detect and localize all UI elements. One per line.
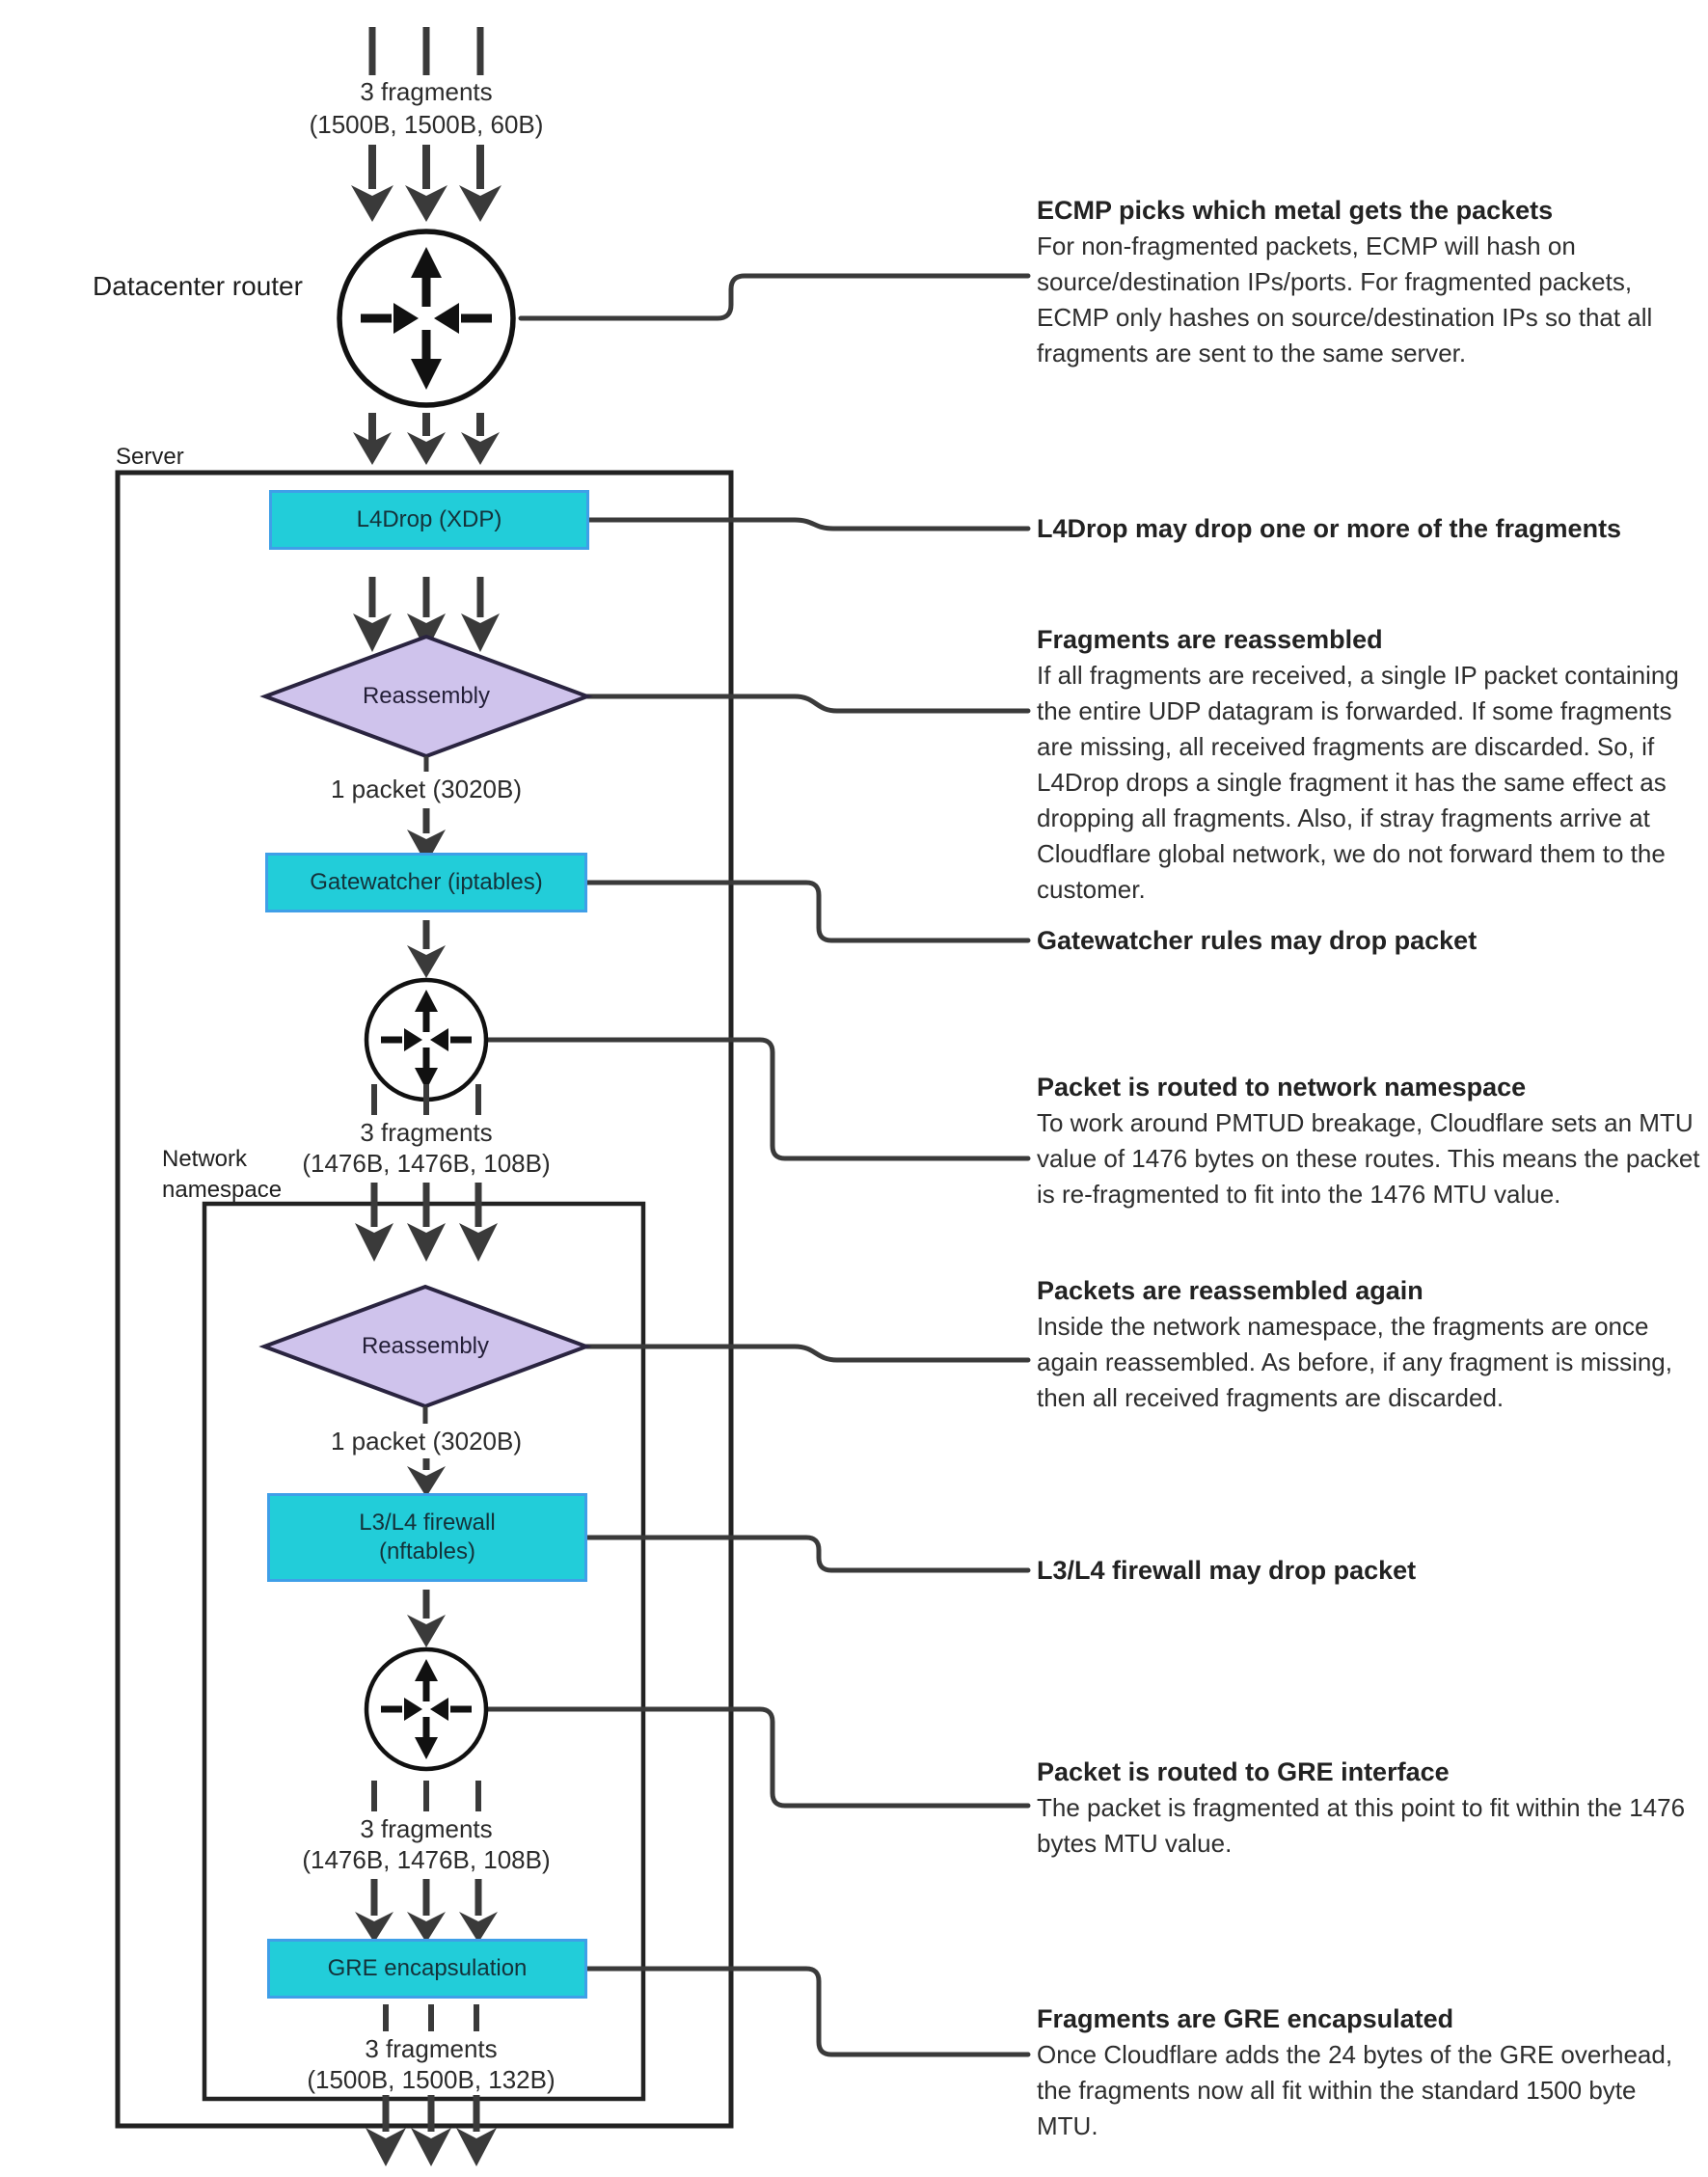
annotation-ecmp [1037,192,1704,371]
datacenter-router-icon [339,231,513,405]
annotation-gre-route-title: Packet is routed to GRE interface [1037,1757,1450,1786]
annotation-l4drop-title: L4Drop may drop one or more of the fragments [1037,514,1622,543]
annotation-reassembled-again [1037,1272,1704,1416]
top-fragments-sizes: (1500B, 1500B, 60B) [309,110,544,139]
annotation-l3l4-title: L3/L4 firewall may drop packet [1037,1556,1417,1585]
connector-reassembly2 [586,1347,1028,1360]
datacenter-router-label: Datacenter router [93,271,303,301]
flow-arrows-into-namespace [355,1183,498,1262]
reassembly2-label: Reassembly [361,1333,490,1359]
gre-route-router-icon [366,1649,486,1769]
packet2-label: 1 packet (3020B) [330,1427,522,1456]
annotation-reassembled-body: If all fragments are received, a single IP packet containing the entire UDP datagram is forwarded. If some fragments are missing, all received fragments are discarded. So, if L4Drop drops a single fragment it has the same effect as dropping all fragments. Also, if stray fragments arrive at Cloudflare global network, we do not forward them to the customer. [1037,661,1679,904]
packet1-label: 1 packet (3020B) [330,775,522,803]
connector-gatewatcher [587,883,1028,940]
connector-l4drop [589,520,1028,529]
annotation-netns [1037,1069,1704,1212]
annotation-reassembled-title: Fragments are reassembled [1037,625,1383,654]
gatewatcher-box-label: Gatewatcher (iptables) [310,869,543,895]
flow-arrow-gatewatcher-to-router [407,920,446,978]
annotation-ecmp-title: ECMP picks which metal gets the packets [1037,196,1554,225]
annotation-gre-route-body: The packet is fragmented at this point to fit within the 1476 bytes MTU value. [1037,1793,1686,1858]
gre-fragments-sizes: (1476B, 1476B, 108B) [302,1845,551,1874]
gatewatcher-box [265,853,587,912]
annotation-gre-encap-title: Fragments are GRE encapsulated [1037,2004,1454,2033]
flow-arrows-to-router [351,145,502,222]
connector-reassembly1 [587,696,1028,711]
connector-ecmp [521,276,1028,318]
flow-arrows-out [366,2095,497,2166]
network-namespace-label: Network namespace [162,1146,283,1203]
gre-encapsulation-box [267,1939,587,1999]
annotation-gre-route [1037,1754,1704,1862]
annotation-gre-encap [1037,2000,1704,2144]
netns-route-router-icon [366,980,486,1100]
connector-gre-encap [587,1969,1028,2055]
mid-fragments-count: 3 fragments [360,1118,493,1147]
server-label: Server [116,444,184,470]
connector-route-gre [488,1709,1028,1806]
bottom-fragments-sizes: (1500B, 1500B, 132B) [307,2065,556,2094]
mid-fragments-sizes: (1476B, 1476B, 108B) [302,1149,551,1178]
flow-arrows-into-gre [355,1879,498,1943]
l3l4-firewall-label-line1: L3/L4 firewall [359,1510,496,1536]
flow-arrow-packet-to-l3l4 [407,1458,446,1497]
annotation-l4drop [1037,510,1704,547]
fragment-dashes-bottom [386,2004,476,2031]
fragment-dashes-gre [374,1781,478,1811]
gre-encapsulation-label: GRE encapsulation [327,1955,528,1981]
top-fragments-count: 3 fragments [360,77,493,106]
annotation-gre-encap-body: Once Cloudflare adds the 24 bytes of the GRE overhead, the fragments now all fit within the standard 1500 byte MTU. [1037,2040,1673,2140]
fragment-dashes-top [372,27,480,75]
annotation-reassembled [1037,621,1704,908]
annotation-l3l4 [1037,1552,1704,1589]
annotation-netns-body: To work around PMTUD breakage, Cloudflare sets an MTU value of 1476 bytes on these routes. This means the packet is re-fragmented to fit into the 1476 MTU value. [1037,1108,1700,1209]
annotation-reassembled-again-title: Packets are reassembled again [1037,1276,1423,1305]
gre-fragments-count: 3 fragments [360,1814,493,1843]
annotation-reassembled-again-body: Inside the network namespace, the fragments are once again reassembled. As before, if any fragment is missing, then all received fragments are discarded. [1037,1312,1672,1412]
l3l4-firewall-label-line2: (nftables) [378,1538,476,1565]
annotation-ecmp-body: For non-fragmented packets, ECMP will hash on source/destination IPs/ports. For fragmented packets, ECMP only hashes on source/destination IPs so that all fragments are sent to the same server. [1037,231,1653,367]
annotation-gatewatcher [1037,922,1704,959]
flow-arrow-l3l4-to-router [407,1590,446,1647]
reassembly1-label: Reassembly [362,683,491,709]
annotation-netns-title: Packet is routed to network namespace [1037,1073,1527,1102]
annotation-gatewatcher-title: Gatewatcher rules may drop packet [1037,926,1478,955]
l4drop-box-label: L4Drop (XDP) [356,506,502,532]
l4drop-box [269,490,589,550]
connector-l3l4 [587,1538,1028,1570]
l3l4-firewall-box [267,1493,587,1582]
bottom-fragments-count: 3 fragments [365,2034,498,2063]
